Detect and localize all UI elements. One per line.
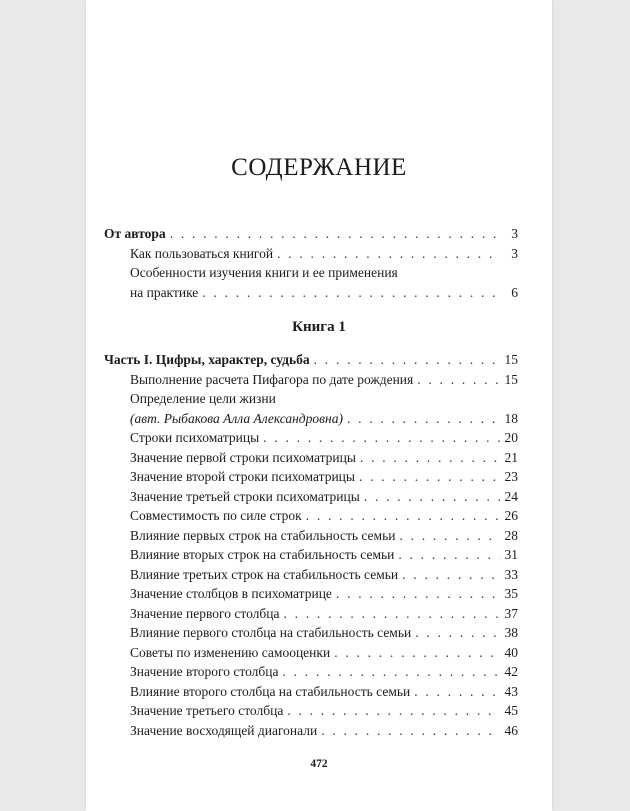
toc-entry-label: Значение второго столбца	[130, 664, 279, 679]
toc-entry-label: Значение первого столбца	[130, 605, 280, 621]
toc-entry-page: 26	[504, 508, 518, 523]
dot-leader	[283, 604, 500, 624]
dot-leader	[334, 643, 500, 663]
toc-entry[interactable]	[104, 224, 518, 244]
toc-entry-page: 15	[504, 371, 518, 387]
toc-book-1	[104, 350, 518, 740]
toc-entry-page: 24	[504, 488, 518, 504]
toc-entry-label: (авт. Рыбакова Алла Александровна)	[130, 410, 343, 426]
toc-entry-page: 23	[504, 469, 518, 484]
toc-entry[interactable]	[104, 545, 518, 565]
dot-leader	[314, 350, 500, 370]
toc-entry-label: Совместимость по силе строк	[130, 508, 302, 523]
toc-entry-label: Значение столбцов в психоматрице	[130, 586, 332, 601]
dot-leader	[415, 623, 500, 643]
toc-entry[interactable]	[104, 604, 518, 624]
toc-entry[interactable]	[104, 428, 518, 448]
toc-entry-label: Советы по изменению самооценки	[130, 644, 331, 660]
dot-leader	[359, 467, 500, 487]
toc-entry[interactable]	[104, 370, 518, 390]
toc-entry-page: 42	[504, 664, 518, 679]
toc-entry[interactable]	[104, 244, 518, 264]
dot-leader	[287, 701, 500, 721]
toc-entry-page: 35	[504, 586, 518, 601]
toc-entry-page: 45	[504, 703, 518, 718]
toc-entry[interactable]	[104, 409, 518, 429]
book-page	[86, 0, 552, 811]
toc-entry-page: 33	[504, 566, 518, 582]
toc-entry-page: 18	[504, 410, 518, 426]
toc-part-entry[interactable]	[104, 350, 518, 370]
toc-entry[interactable]	[104, 584, 518, 604]
toc-entry-page: 31	[504, 547, 518, 562]
toc-entry-label: Выполнение расчета Пифагора по дате рождения	[130, 371, 414, 387]
dot-leader	[282, 662, 500, 682]
toc-entry[interactable]	[104, 283, 518, 303]
toc-entry-label: на практике	[130, 284, 199, 300]
toc-entry-label: Влияние вторых строк на стабильность семьи	[130, 547, 395, 562]
book-heading: Книга 1	[292, 319, 346, 335]
page-number: 472	[310, 758, 328, 770]
toc-entry-label: Строки психоматрицы	[130, 430, 260, 445]
toc-entry-label-line1[interactable]: Определение цели жизни	[130, 391, 276, 406]
toc-entry-page: 21	[504, 449, 518, 465]
toc-entry-label: Часть I. Цифры, характер, судьба	[104, 352, 310, 367]
dot-leader	[360, 448, 500, 468]
toc-entry[interactable]	[104, 448, 518, 468]
dot-leader	[263, 428, 500, 448]
toc-entry-page: 3	[511, 245, 518, 261]
dot-leader	[417, 370, 500, 390]
toc-entry-page: 43	[504, 683, 518, 699]
toc-entry[interactable]	[104, 682, 518, 702]
toc-entry-label: От автора	[104, 226, 166, 241]
dot-leader	[202, 283, 500, 303]
toc-entry-label: Значение второй строки психоматрицы	[130, 469, 355, 484]
toc-entry-label: Значение третьей строки психоматрицы	[130, 488, 360, 504]
toc-entry[interactable]	[104, 526, 518, 546]
dot-leader	[399, 526, 500, 546]
toc-entry-label: Влияние первого столбца на стабильность семьи	[130, 625, 412, 640]
toc-entry-label: Значение третьего столбца	[130, 703, 284, 718]
toc-entry-label: Значение первой строки психоматрицы	[130, 449, 356, 465]
dot-leader	[336, 584, 500, 604]
toc-entry-page: 28	[504, 527, 518, 543]
toc-entry-label: Значение восходящей диагонали	[130, 722, 318, 738]
toc-entry[interactable]	[104, 467, 518, 487]
dot-leader	[321, 721, 500, 741]
dot-leader	[364, 487, 500, 507]
toc-entry-page: 20	[504, 430, 518, 445]
toc-entry[interactable]	[104, 643, 518, 663]
toc-entry[interactable]	[104, 662, 518, 682]
dot-leader	[277, 244, 500, 264]
toc-entry-label: Как пользоваться книгой	[130, 245, 274, 261]
toc-entry-page: 15	[504, 352, 518, 367]
toc-entry-label: Влияние третьих строк на стабильность семьи	[130, 566, 399, 582]
toc-front-matter	[104, 224, 518, 302]
dot-leader	[402, 565, 500, 585]
toc-entry-label: Влияние первых строк на стабильность семьи	[130, 527, 396, 543]
toc-entry-page: 3	[511, 226, 518, 241]
toc-entry-page: 37	[504, 605, 518, 621]
toc-entry-page: 6	[511, 284, 518, 300]
dot-leader	[170, 224, 500, 244]
dot-leader	[306, 506, 500, 526]
dot-leader	[398, 545, 500, 565]
toc-entry[interactable]	[104, 701, 518, 721]
toc-entry-page: 40	[504, 644, 518, 660]
dot-leader	[414, 682, 500, 702]
toc-entry[interactable]	[104, 506, 518, 526]
toc-entry[interactable]	[104, 565, 518, 585]
dot-leader	[347, 409, 500, 429]
toc-entry[interactable]	[104, 487, 518, 507]
page-title: СОДЕРЖАНИЕ	[231, 154, 407, 181]
toc-entry-page: 46	[504, 722, 518, 738]
toc-entry-label-line1[interactable]: Особенности изучения книги и ее применения	[130, 265, 398, 280]
toc-entry-page: 38	[504, 625, 518, 640]
toc-entry-label: Влияние второго столбца на стабильность семьи	[130, 683, 411, 699]
toc-entry[interactable]	[104, 623, 518, 643]
toc-entry[interactable]	[104, 721, 518, 741]
